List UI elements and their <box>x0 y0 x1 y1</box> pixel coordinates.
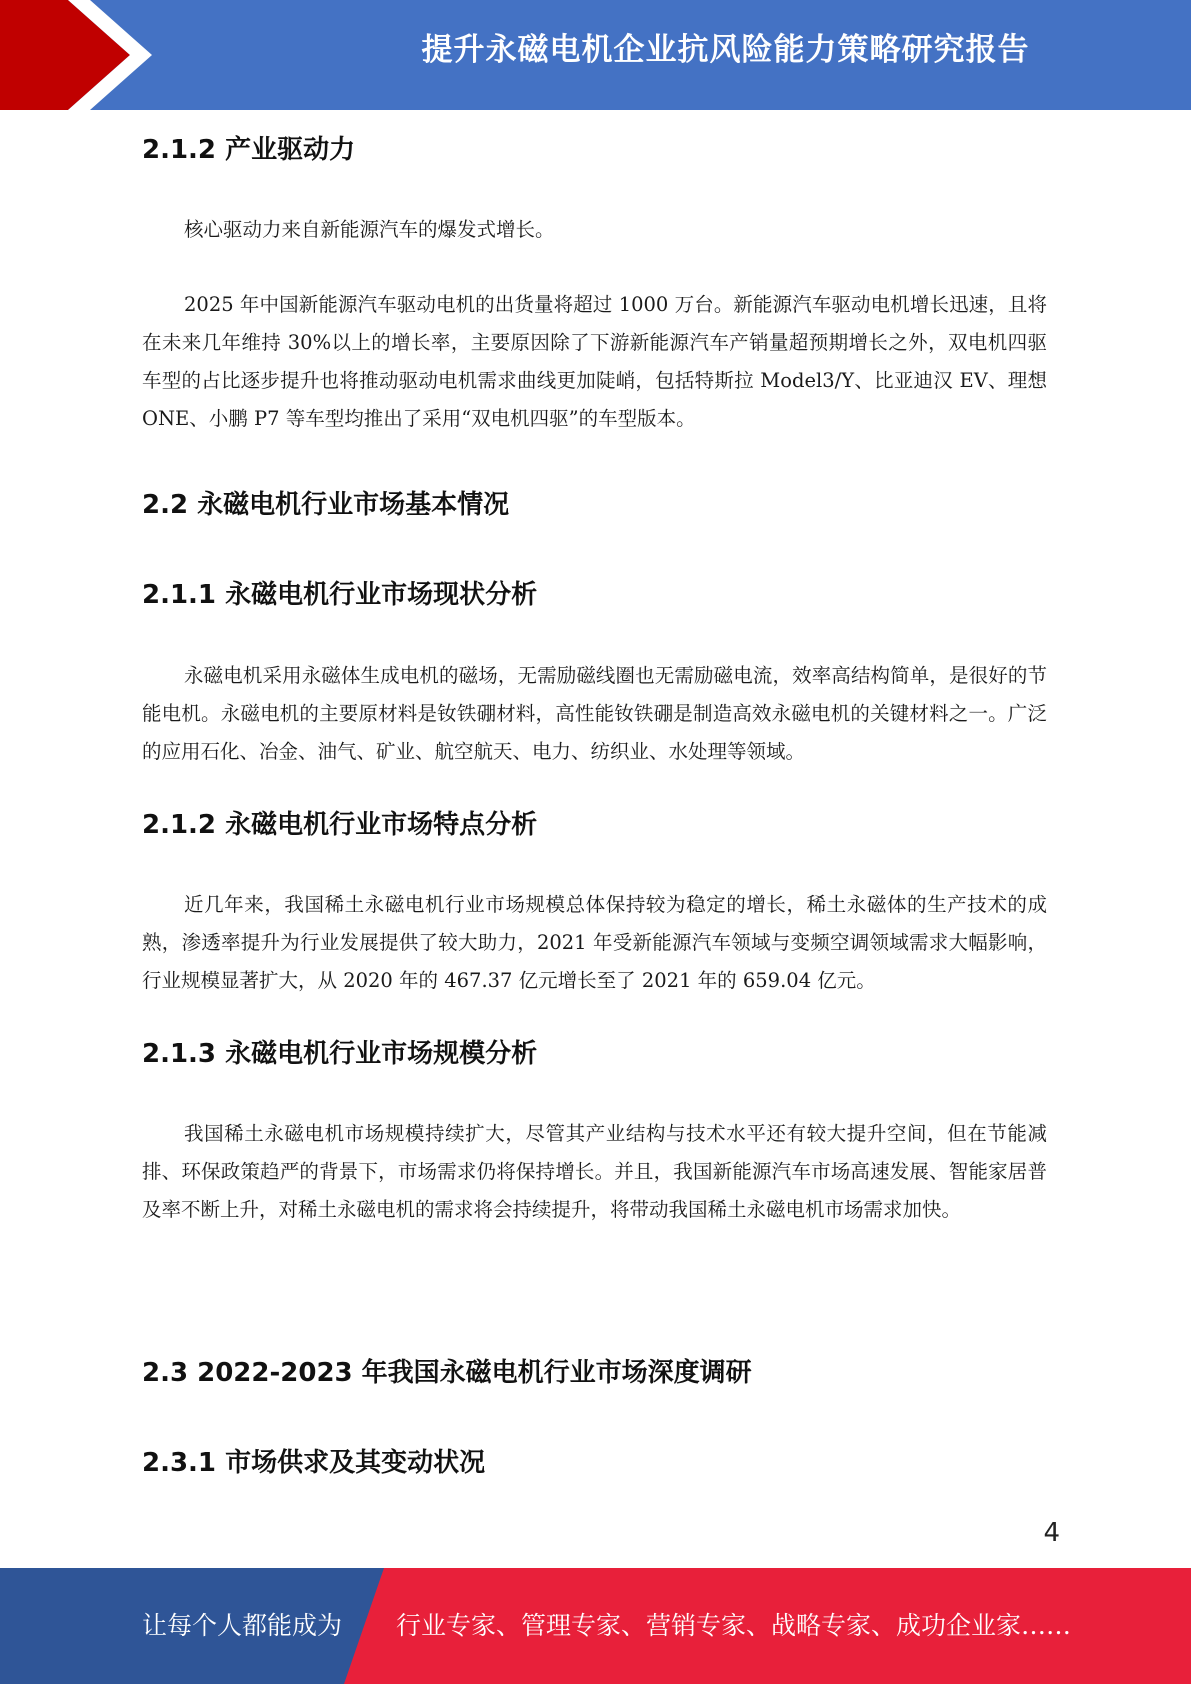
heading-market-size: 2.1.3 永磁电机行业市场规模分析 <box>142 1039 538 1069</box>
heading-market-basics: 2.2 永磁电机行业市场基本情况 <box>142 490 510 520</box>
page-header <box>0 0 1191 110</box>
heading-industry-drivers: 2.1.2 产业驱动力 <box>142 135 356 165</box>
heading-market-status: 2.1.1 永磁电机行业市场现状分析 <box>142 580 538 610</box>
paragraph-market-size: 我国稀土永磁电机市场规模持续扩大，尽管其产业结构与技术水平还有较大提升空间，但在节能减排、环保政策趋严的背景下，市场需求仍将保持增长。并且，我国新能源汽车市场高速发展、智能家居普及率不断上升，对稀土永磁电机的需求将会持续提升，将带动我国稀土永磁电机市场需求加快。 <box>142 1122 1047 1221</box>
paragraph-core-driver: 核心驱动力来自新能源汽车的爆发式增长。 <box>184 218 555 241</box>
heading-market-features: 2.1.2 永磁电机行业市场特点分析 <box>142 810 538 840</box>
heading-market-research: 2.3 2022-2023 年我国永磁电机行业市场深度调研 <box>142 1358 752 1388</box>
header-red-block <box>0 0 130 110</box>
heading-supply-demand: 2.3.1 市场供求及其变动状况 <box>142 1448 486 1478</box>
report-title: 提升永磁电机企业抗风险能力策略研究报告 <box>421 32 1030 68</box>
footer-slogan-right: 行业专家、管理专家、营销专家、战略专家、成功企业家…… <box>396 1611 1072 1640</box>
footer-slogan-left: 让每个人都能成为 <box>142 1611 343 1640</box>
page-footer <box>0 1568 1191 1684</box>
paragraph-market-features: 近几年来，我国稀土永磁电机行业市场规模总体保持较为稳定的增长，稀土永磁体的生产技术的成熟，渗透率提升为行业发展提供了较大助力，2021 年受新能源汽车领域与变频空调领域需求大幅影响，行业规模显著扩大，从 2020 年的 467.37 亿元增长至了 2021 年的 659.04 亿元。 <box>142 893 1047 992</box>
page-number: 4 <box>1043 1518 1060 1548</box>
paragraph-ev-motor-shipments: 2025 年中国新能源汽车驱动电机的出货量将超过 1000 万台。新能源汽车驱动电机增长迅速，且将在未来几年维持 30%以上的增长率，主要原因除了下游新能源汽车产销量超预期增长之外，双电机四驱车型的占比逐步提升也将推动驱动电机需求曲线更加陡峭，包括特斯拉 Model3/Y、比亚迪汉 EV、理想 ONE、小鹏 P7 等车型均推出了采用“双电机四驱”的车型版本。 <box>142 293 1047 430</box>
paragraph-market-status: 永磁电机采用永磁体生成电机的磁场，无需励磁线圈也无需励磁电流，效率高结构简单，是很好的节能电机。永磁电机的主要原材料是钕铁硼材料，高性能钕铁硼是制造高效永磁电机的关键材料之一。广泛的应用石化、冶金、油气、矿业、航空航天、电力、纺织业、水处理等领域。 <box>142 664 1047 763</box>
